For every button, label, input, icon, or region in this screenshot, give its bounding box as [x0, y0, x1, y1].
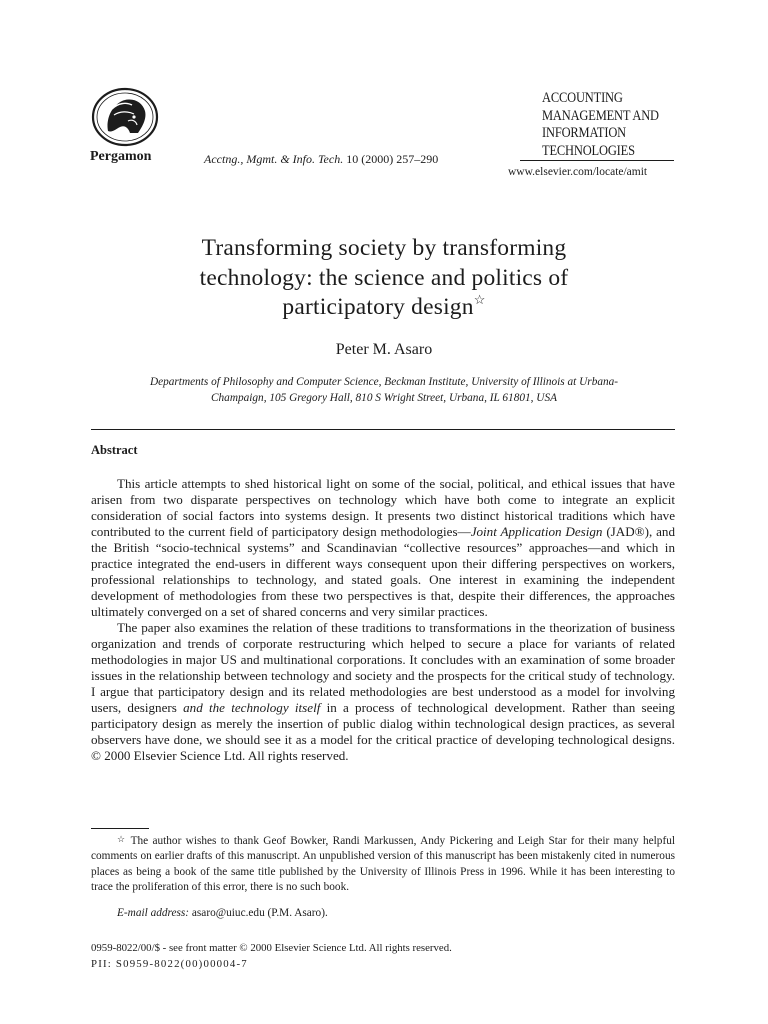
author-affiliation — [84, 375, 684, 406]
journal-title-rule — [520, 160, 674, 161]
publisher-name: Pergamon — [90, 149, 152, 164]
journal-citation — [204, 152, 438, 167]
title-line: technology: the science and politics of — [199, 264, 569, 291]
author-email — [117, 907, 328, 919]
footnote — [91, 832, 675, 895]
email-label: E-mail address: — [117, 907, 190, 919]
abstract-text: in a process of technological development. Rather than seeing participatory design as merely the insertion of public dialog within technological design practices, as several observers have done, we should see it as a model for the critical practice of developing technological designs. © 2000 Elsevier Science Ltd. All rights reserved. — [91, 700, 675, 763]
journal-title — [542, 90, 662, 160]
journal-title-line: TECHNOLOGIES — [542, 142, 635, 159]
footnote-text: The author wishes to thank Geof Bowker, Randi Markussen, Andy Pickering and Leigh Star for their many helpful comments on earlier drafts of this manuscript. An unpublished version of this manuscript has been mistakenly cited in numerous places as being a book of the same title published by the University of Illinois Press in 1996. While it has been interesting to trace the proliferation of this error, there is no such book. — [91, 835, 675, 893]
pii-line: PII: S0959-8022(00)00004-7 — [91, 957, 248, 970]
title-line-text: participatory design — [282, 294, 474, 320]
journal-title-line: INFORMATION — [542, 125, 627, 141]
citation-volume-pages: 10 (2000) 257–290 — [346, 152, 439, 166]
abstract-paragraph — [91, 620, 675, 764]
abstract-body — [91, 476, 675, 764]
title-line: Transforming society by transforming — [201, 235, 567, 261]
front-matter-info — [91, 941, 452, 972]
citation-journal: Acctng., Mgmt. & Info. Tech. — [204, 152, 344, 166]
abstract-heading: Abstract — [91, 443, 138, 457]
footnote-star-icon: ☆ — [117, 834, 127, 844]
journal-title-line: ACCOUNTING — [542, 90, 623, 106]
abstract-top-rule — [91, 429, 675, 430]
publisher-logo-icon — [90, 87, 160, 147]
abstract-text: The paper also examines the relation of these traditions to transformations in the theorization of business organization and trends of corporate restructuring which helped to secure a place for variants of related methodologies in major US and multinational corporations. It concludes with an examination of some broader issues in the relationship between technology and society and the prospects for the critical study of technology. I argue that participatory design and its related methodologies are best understood as a model for involving users, designers — [91, 620, 675, 715]
issn-line: 0959-8022/00/$ - see front matter © 2000 Elsevier Science Ltd. All rights reserved. — [91, 942, 452, 954]
affiliation-line: Departments of Philosophy and Computer Science, Beckman Institute, University of Illinois at Urbana- — [149, 376, 619, 388]
footnote-rule — [91, 828, 149, 829]
title-footnote-star-icon[interactable]: ☆ — [473, 292, 486, 307]
abstract-text: This article attempts to shed historical light on some of the social, political, and ethical issues that have arisen from two disparate perspectives on technology which have both come to integrate an explicit consideration of social factors into systems design. It presents two distinct historical traditions which have contributed to the current field of participatory design methodologies— — [91, 476, 675, 539]
abstract-paragraph — [91, 476, 675, 620]
article-title — [84, 234, 684, 323]
affiliation-line: Champaign, 105 Gregory Hall, 810 S Wright Street, Urbana, IL 61801, USA — [210, 391, 558, 404]
abstract-text: (JAD®), and the British “socio-technical systems” and Scandinavian “collective resources” approaches—and which in practice integrated the end-users in different ways consequent upon their differing perspectives on workers, professional relationships to technology, and stated goals. One interest in examining the independent development of methodologies from these two perspectives is that, despite their differences, the approaches ultimately converged on a set of shared concerns and very similar practices. — [91, 524, 675, 619]
abstract-emphasis: and the technology itself — [183, 700, 321, 715]
email-value[interactable]: asaro@uiuc.edu (P.M. Asaro). — [191, 907, 328, 919]
footnote-paragraph — [91, 832, 675, 895]
journal-title-line: MANAGEMENT AND — [542, 107, 659, 124]
journal-url[interactable]: www.elsevier.com/locate/amit — [508, 166, 648, 178]
abstract-emphasis: Joint Application Design — [470, 524, 603, 539]
title-line — [84, 293, 684, 323]
author-name: Peter M. Asaro — [335, 341, 433, 358]
